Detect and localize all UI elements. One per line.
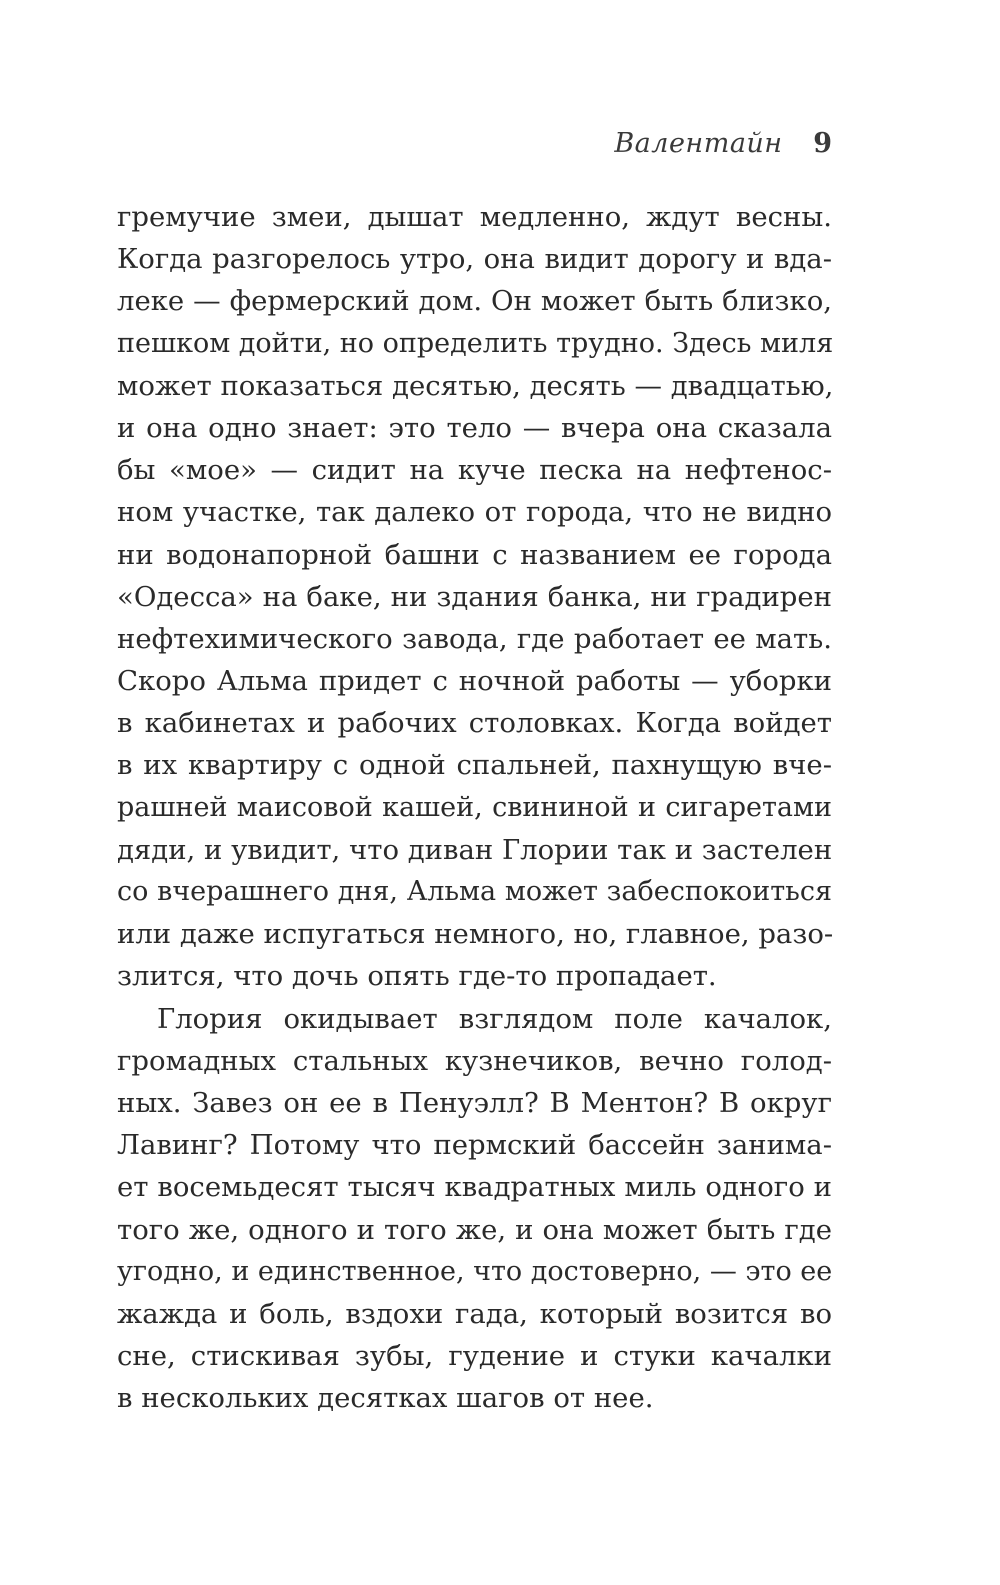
text-line: нефтехимического завода, где работает ее мать. [117, 622, 832, 655]
text-line: рашней маисовой кашей, свининой и сигаретами [117, 791, 832, 823]
body-text [117, 196, 832, 1419]
text-line: гремучие змеи, дышат медленно, ждут весны. [117, 201, 832, 233]
text-line: Глория окидывает взглядом поле качалок, [157, 1002, 832, 1035]
text-line: злится, что дочь опять где-то пропадает. [117, 960, 717, 993]
text-line: леке — фермерский дом. Он может быть близко, [117, 285, 832, 318]
text-line: или даже испугаться немного, но, главное, разо- [117, 918, 834, 951]
text-line: угодно, и единственное, что достоверно, — это ее [117, 1255, 833, 1287]
text-line: в их квартиру с одной спальней, пахнущую вче- [117, 749, 832, 782]
text-line: в нескольких десятках шагов от нее. [117, 1382, 654, 1415]
page-number: 9 [813, 128, 832, 159]
text-line: ни водонапорной башни с названием ее города [117, 538, 832, 571]
text-line: громадных стальных кузнечиков, вечно голод- [117, 1044, 832, 1077]
running-head [614, 128, 832, 160]
text-line: Скоро Альма придет с ночной работы — уборки [117, 665, 832, 698]
text-line: сне, стискивая зубы, гудение и стуки качалки [117, 1340, 832, 1373]
text-line: Лавинг? Потому что пермский бассейн занима- [117, 1129, 832, 1162]
text-line: ет восемьдесят тысяч квадратных миль одного и [117, 1171, 832, 1204]
text-line: «Одесса» на баке, ни здания банка, ни градирен [117, 580, 832, 613]
text-line: ном участке, так далеко от города, что не видно [117, 496, 832, 529]
paragraph [117, 998, 832, 1420]
text-line: ных. Завез он ее в Пенуэлл? В Ментон? В округ [117, 1086, 832, 1119]
text-line: пешком дойти, но определить трудно. Здесь миля [117, 327, 834, 359]
text-line: может показаться десятью, десять — двадцатью, [117, 369, 834, 402]
text-line: жажда и боль, вздохи гада, который возится во [117, 1297, 832, 1330]
text-line: и она одно знает: это тело — вчера она сказала [117, 411, 832, 444]
text-line: бы «мое» — сидит на куче песка на нефтенос- [117, 454, 832, 487]
running-title: Валентайн [614, 128, 783, 159]
text-line: со вчерашнего дня, Альма может забеспокоиться [117, 876, 832, 907]
text-line: дяди, и увидит, что диван Глории так и застелен [117, 833, 833, 866]
paragraph [117, 196, 832, 998]
text-line: Когда разгорелось утро, она видит дорогу и вда- [117, 243, 832, 276]
text-line: того же, одного и того же, и она может быть где [117, 1213, 832, 1246]
text-line: в кабинетах и рабочих столовках. Когда войдет [117, 707, 832, 740]
